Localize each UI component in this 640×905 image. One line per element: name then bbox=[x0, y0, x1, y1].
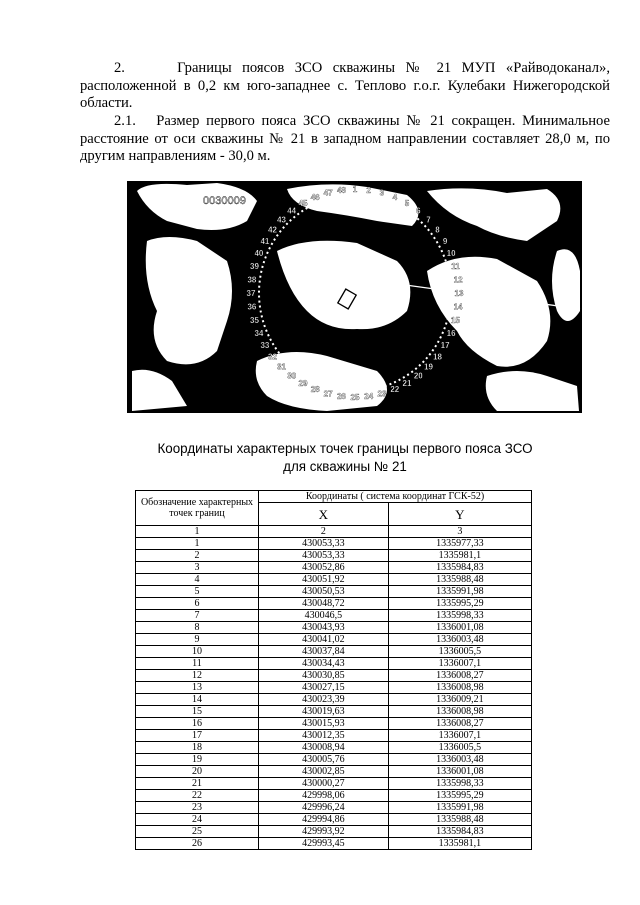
x-coordinate-cell: 430023,39 bbox=[259, 694, 389, 706]
point-label: 31 bbox=[277, 362, 286, 372]
point-label: 45 bbox=[298, 198, 308, 208]
x-coordinate-cell: 430037,84 bbox=[259, 646, 389, 658]
header-designation: Обозначение характерных точек границ bbox=[136, 491, 259, 526]
table-row bbox=[136, 802, 532, 814]
point-label: 35 bbox=[250, 315, 259, 325]
x-coordinate-cell: 430041,02 bbox=[259, 634, 389, 646]
point-number-cell: 8 bbox=[136, 622, 259, 634]
x-coordinate-cell: 430030,85 bbox=[259, 670, 389, 682]
table-body bbox=[136, 538, 532, 850]
point-label: 12 bbox=[453, 275, 463, 285]
paragraph-section-2-1: 2.1. Размер первого пояса ЗСО скважины № 21 сокращен. Минимальное расстояние от оси скважины № 21 в западном направлении составляет 28,0 м, по другим направлениям - 30,0 м. bbox=[80, 113, 610, 164]
table-row bbox=[136, 610, 532, 622]
x-coordinate-cell: 430008,94 bbox=[259, 742, 389, 754]
point-label: 5 bbox=[404, 198, 410, 208]
x-coordinate-cell: 430053,33 bbox=[259, 538, 389, 550]
point-label: 36 bbox=[247, 302, 257, 312]
table-row bbox=[136, 574, 532, 586]
table-header-row bbox=[136, 491, 532, 503]
y-coordinate-cell: 1335998,33 bbox=[388, 610, 531, 622]
x-coordinate-cell: 430051,92 bbox=[259, 574, 389, 586]
point-label: 46 bbox=[310, 192, 320, 202]
table-row bbox=[136, 562, 532, 574]
numbering-cell: 3 bbox=[388, 526, 531, 538]
point-label: 10 bbox=[446, 249, 456, 259]
point-label: 37 bbox=[246, 289, 256, 298]
table-row bbox=[136, 646, 532, 658]
y-coordinate-cell: 1336009,21 bbox=[388, 694, 531, 706]
table-row bbox=[136, 682, 532, 694]
point-label: 19 bbox=[424, 362, 433, 372]
table-row bbox=[136, 778, 532, 790]
x-coordinate-cell: 430046,5 bbox=[259, 610, 389, 622]
x-coordinate-cell: 429996,24 bbox=[259, 802, 389, 814]
point-number-cell: 2 bbox=[136, 550, 259, 562]
point-label: 29 bbox=[298, 379, 308, 389]
point-label: 33 bbox=[260, 341, 270, 350]
point-label: 34 bbox=[254, 328, 264, 338]
point-number-cell: 14 bbox=[136, 694, 259, 706]
point-number-cell: 19 bbox=[136, 754, 259, 766]
y-coordinate-cell: 1336007,1 bbox=[388, 730, 531, 742]
y-coordinate-cell: 1336008,98 bbox=[388, 682, 531, 694]
numbering-cell: 2 bbox=[259, 526, 389, 538]
map-stamp: 0030009 bbox=[203, 195, 246, 207]
point-label: 4 bbox=[392, 192, 398, 202]
y-coordinate-cell: 1336003,48 bbox=[388, 634, 531, 646]
point-label: 20 bbox=[413, 371, 423, 381]
point-label: 26 bbox=[336, 392, 346, 402]
x-coordinate-cell: 430000,27 bbox=[259, 778, 389, 790]
point-number-cell: 9 bbox=[136, 634, 259, 646]
point-number-cell: 7 bbox=[136, 610, 259, 622]
point-number-cell: 20 bbox=[136, 766, 259, 778]
table-row bbox=[136, 694, 532, 706]
y-coordinate-cell: 1336008,27 bbox=[388, 718, 531, 730]
x-coordinate-cell: 430012,35 bbox=[259, 730, 389, 742]
point-label: 17 bbox=[440, 341, 450, 350]
point-number-cell: 4 bbox=[136, 574, 259, 586]
point-number-cell: 17 bbox=[136, 730, 259, 742]
y-coordinate-cell: 1336001,08 bbox=[388, 766, 531, 778]
table-caption: Координаты характерных точек границы первого пояса ЗСО bbox=[157, 441, 533, 456]
table-row bbox=[136, 742, 532, 754]
y-coordinate-cell: 1335977,33 bbox=[388, 538, 531, 550]
table-caption-subtitle: для скважины № 21 bbox=[283, 459, 407, 474]
table-row bbox=[136, 730, 532, 742]
point-label: 3 bbox=[379, 188, 385, 198]
x-coordinate-cell: 430050,53 bbox=[259, 586, 389, 598]
point-label: 27 bbox=[323, 389, 333, 399]
y-coordinate-cell: 1335981,1 bbox=[388, 550, 531, 562]
point-number-cell: 12 bbox=[136, 670, 259, 682]
table-row bbox=[136, 754, 532, 766]
point-label: 44 bbox=[287, 206, 297, 216]
y-coordinate-cell: 1336003,48 bbox=[388, 754, 531, 766]
coordinates-table bbox=[135, 490, 532, 850]
map-image bbox=[127, 181, 582, 413]
y-coordinate-cell: 1336005,5 bbox=[388, 742, 531, 754]
table-row bbox=[136, 550, 532, 562]
point-number-cell: 6 bbox=[136, 598, 259, 610]
x-coordinate-cell: 429998,06 bbox=[259, 790, 389, 802]
point-number-cell: 18 bbox=[136, 742, 259, 754]
point-label: 28 bbox=[310, 385, 320, 395]
point-label: 1 bbox=[352, 185, 358, 194]
point-label: 47 bbox=[323, 188, 333, 198]
point-label: 30 bbox=[287, 371, 297, 381]
point-label: 21 bbox=[402, 379, 412, 389]
point-number-cell: 5 bbox=[136, 586, 259, 598]
table-row bbox=[136, 718, 532, 730]
numbering-cell: 1 bbox=[136, 526, 259, 538]
x-coordinate-cell: 430043,93 bbox=[259, 622, 389, 634]
table-row bbox=[136, 538, 532, 550]
x-coordinate-cell: 429993,45 bbox=[259, 838, 389, 850]
point-number-cell: 11 bbox=[136, 658, 259, 670]
point-number-cell: 23 bbox=[136, 802, 259, 814]
x-coordinate-cell: 430019,63 bbox=[259, 706, 389, 718]
table-row bbox=[136, 814, 532, 826]
y-coordinate-cell: 1335984,83 bbox=[388, 562, 531, 574]
point-label: 39 bbox=[250, 262, 259, 272]
point-label: 11 bbox=[451, 262, 460, 272]
y-coordinate-cell: 1335995,29 bbox=[388, 790, 531, 802]
point-label: 9 bbox=[442, 237, 448, 246]
point-number-cell: 24 bbox=[136, 814, 259, 826]
point-label: 13 bbox=[454, 289, 464, 298]
paragraph-section-2: 2. Границы поясов ЗСО скважины № 21 МУП «Райводоканал», расположенной в 0,2 км юго-западнее с. Теплово г.о.г. Кулебаки Нижегородской области. bbox=[80, 60, 610, 111]
point-label: 23 bbox=[377, 389, 387, 399]
table-row bbox=[136, 658, 532, 670]
satellite-map-figure bbox=[127, 181, 582, 413]
x-coordinate-cell: 430048,72 bbox=[259, 598, 389, 610]
point-label: 2 bbox=[366, 185, 371, 195]
y-coordinate-cell: 1335984,83 bbox=[388, 826, 531, 838]
table-row bbox=[136, 634, 532, 646]
table-row bbox=[136, 838, 532, 850]
table-row bbox=[136, 766, 532, 778]
point-number-cell: 10 bbox=[136, 646, 259, 658]
point-label: 41 bbox=[260, 237, 270, 246]
point-number-cell: 25 bbox=[136, 826, 259, 838]
table-row bbox=[136, 826, 532, 838]
x-coordinate-cell: 430027,15 bbox=[259, 682, 389, 694]
point-label: 43 bbox=[277, 215, 286, 225]
x-coordinate-cell: 430002,85 bbox=[259, 766, 389, 778]
table-row bbox=[136, 790, 532, 802]
x-coordinate-cell: 430015,93 bbox=[259, 718, 389, 730]
y-coordinate-cell: 1336001,08 bbox=[388, 622, 531, 634]
point-number-cell: 15 bbox=[136, 706, 259, 718]
point-number-cell: 13 bbox=[136, 682, 259, 694]
header-y: Y bbox=[388, 503, 531, 526]
x-coordinate-cell: 430053,33 bbox=[259, 550, 389, 562]
point-label: 22 bbox=[390, 385, 400, 395]
y-coordinate-cell: 1335988,48 bbox=[388, 574, 531, 586]
point-number-cell: 3 bbox=[136, 562, 259, 574]
header-x: X bbox=[259, 503, 389, 526]
y-coordinate-cell: 1336008,98 bbox=[388, 706, 531, 718]
x-coordinate-cell: 429993,92 bbox=[259, 826, 389, 838]
point-number-cell: 16 bbox=[136, 718, 259, 730]
y-coordinate-cell: 1335995,29 bbox=[388, 598, 531, 610]
point-label: 32 bbox=[268, 352, 277, 362]
point-label: 48 bbox=[336, 185, 346, 195]
point-label: 24 bbox=[364, 392, 374, 402]
table-row bbox=[136, 622, 532, 634]
point-label: 40 bbox=[254, 249, 264, 259]
y-coordinate-cell: 1335998,33 bbox=[388, 778, 531, 790]
y-coordinate-cell: 1336008,27 bbox=[388, 670, 531, 682]
y-coordinate-cell: 1335991,98 bbox=[388, 802, 531, 814]
y-coordinate-cell: 1335981,1 bbox=[388, 838, 531, 850]
point-label: 14 bbox=[453, 302, 463, 312]
point-number-cell: 21 bbox=[136, 778, 259, 790]
point-number-cell: 26 bbox=[136, 838, 259, 850]
y-coordinate-cell: 1336005,5 bbox=[388, 646, 531, 658]
x-coordinate-cell: 430005,76 bbox=[259, 754, 389, 766]
header-coordinates: Координаты ( система координат ГСК-52) bbox=[259, 491, 532, 503]
table-row bbox=[136, 598, 532, 610]
table-row bbox=[136, 586, 532, 598]
point-number-cell: 22 bbox=[136, 790, 259, 802]
table-numbering-row bbox=[136, 526, 532, 538]
table-row bbox=[136, 706, 532, 718]
table-row bbox=[136, 670, 532, 682]
x-coordinate-cell: 430052,86 bbox=[259, 562, 389, 574]
point-label: 7 bbox=[426, 215, 431, 225]
x-coordinate-cell: 430034,43 bbox=[259, 658, 389, 670]
y-coordinate-cell: 1335991,98 bbox=[388, 586, 531, 598]
y-coordinate-cell: 1335988,48 bbox=[388, 814, 531, 826]
point-label: 8 bbox=[435, 225, 440, 235]
point-label: 25 bbox=[350, 393, 360, 402]
point-label: 6 bbox=[416, 206, 421, 216]
point-label: 15 bbox=[451, 315, 460, 325]
point-number-cell: 1 bbox=[136, 538, 259, 550]
point-label: 16 bbox=[446, 328, 456, 338]
point-label: 42 bbox=[268, 225, 277, 235]
y-coordinate-cell: 1336007,1 bbox=[388, 658, 531, 670]
point-label: 18 bbox=[433, 352, 442, 362]
x-coordinate-cell: 429994,86 bbox=[259, 814, 389, 826]
point-label: 38 bbox=[247, 275, 257, 285]
